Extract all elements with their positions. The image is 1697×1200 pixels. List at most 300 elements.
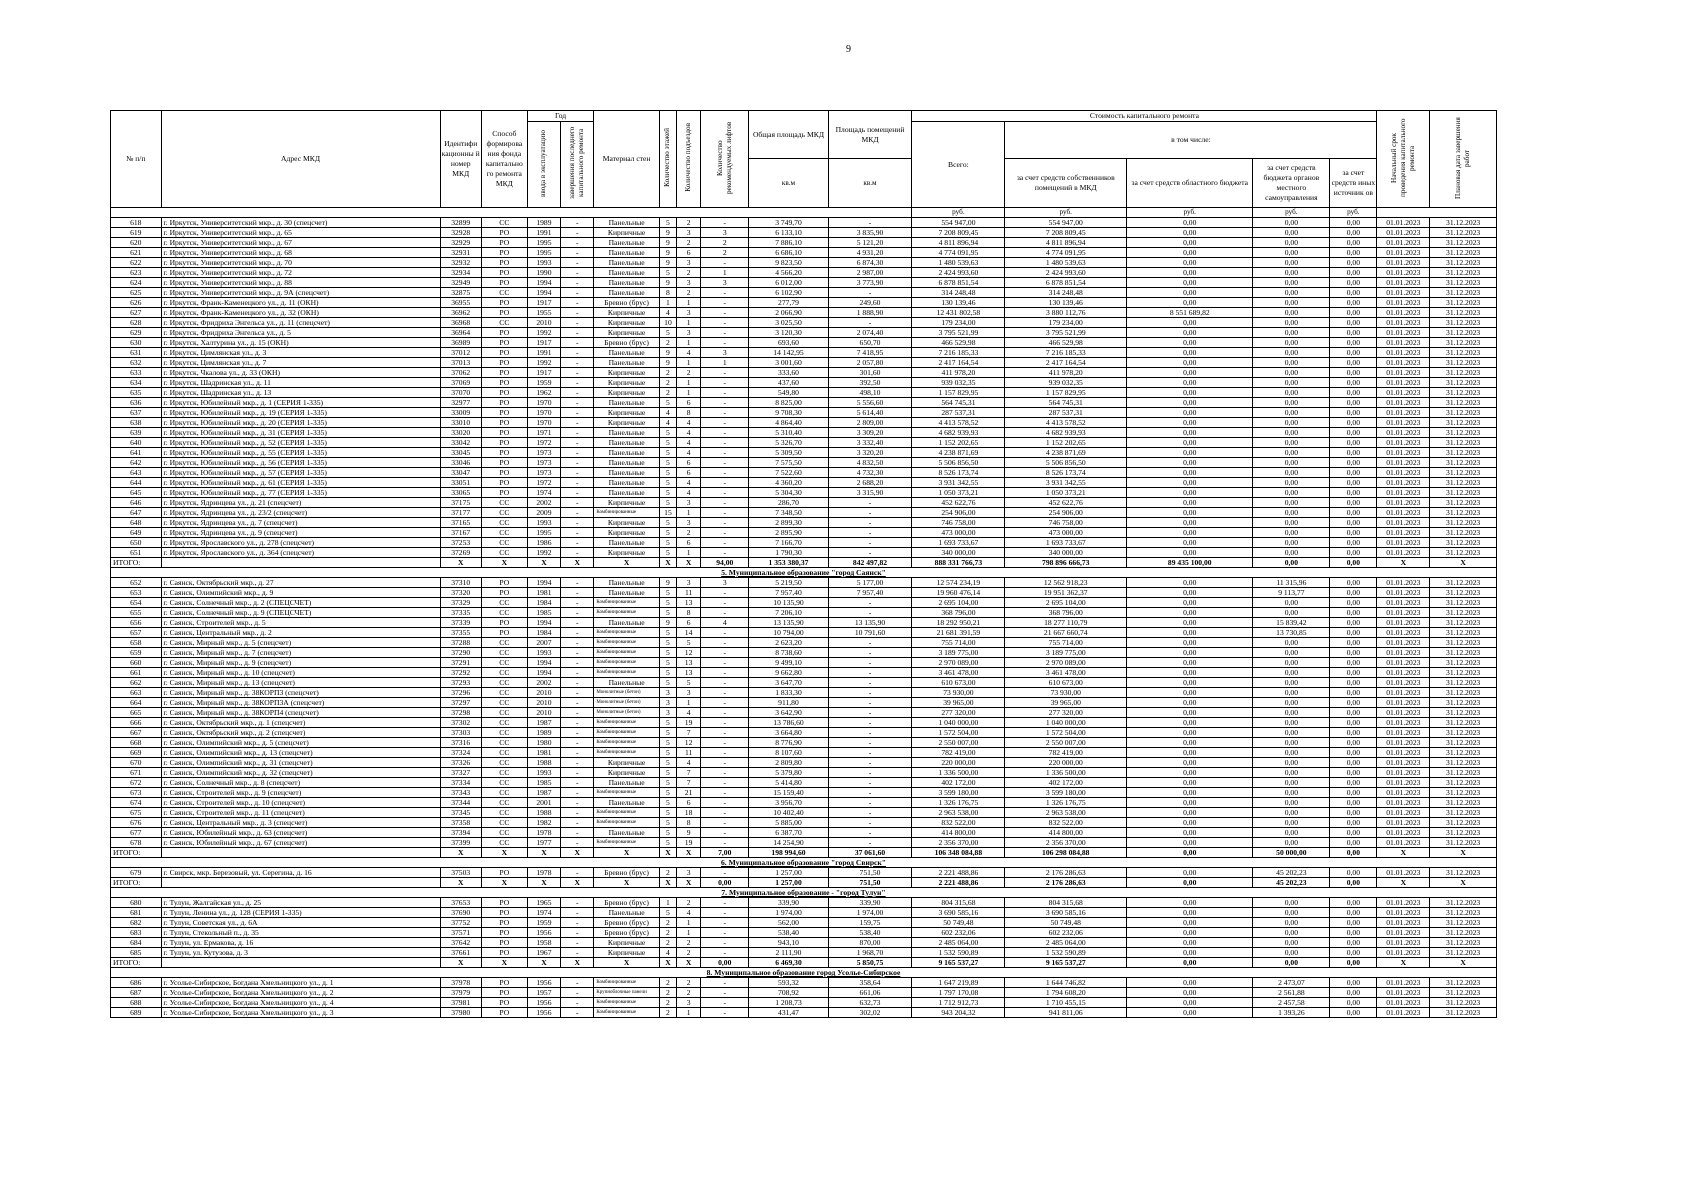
- table-cell: 1 480 539,63: [1005, 258, 1127, 268]
- table-cell: -: [701, 938, 749, 948]
- table-cell: -: [828, 748, 912, 758]
- table-cell: 5 309,50: [749, 448, 828, 458]
- table-cell: РО: [481, 978, 527, 988]
- table-cell: 37653: [440, 898, 481, 908]
- table-cell: 593,32: [749, 978, 828, 988]
- table-cell: 31.12.2023: [1430, 838, 1497, 848]
- table-cell: 0,00: [1330, 308, 1377, 318]
- table-cell: 01.01.2023: [1377, 538, 1430, 548]
- table-cell: 0,00: [1127, 948, 1253, 958]
- table-cell: 01.01.2023: [1377, 288, 1430, 298]
- table-cell: -: [561, 778, 594, 788]
- table-cell: -: [561, 398, 594, 408]
- table-cell: 4: [677, 448, 701, 458]
- table-cell: 2 176 286,63: [1005, 868, 1127, 878]
- table-cell: 50 749,48: [912, 918, 1005, 928]
- table-cell: 6 102,90: [749, 288, 828, 298]
- table-cell: 0,00: [1127, 1008, 1253, 1018]
- table-cell: 0,00: [1127, 618, 1253, 628]
- table-cell: 632,73: [828, 998, 912, 1008]
- table-cell: 1991: [527, 228, 560, 238]
- table-cell: X: [440, 878, 481, 888]
- table-cell: 1 393,26: [1253, 1008, 1330, 1018]
- table-cell: 683: [111, 928, 162, 938]
- table-cell: 37269: [440, 548, 481, 558]
- table-cell: 32977: [440, 398, 481, 408]
- table-cell: 31.12.2023: [1430, 448, 1497, 458]
- table-cell: 0,00: [1330, 608, 1377, 618]
- table-cell: -: [701, 598, 749, 608]
- table-cell: 1972: [527, 478, 560, 488]
- table-cell: г. Тулун, ул. Ермакова, д. 16: [161, 938, 440, 948]
- table-cell: 2 356 370,00: [1005, 838, 1127, 848]
- table-cell: г. Усолье-Сибирское, Богдана Хмельницкого ул., д. 4: [161, 998, 440, 1008]
- table-cell: 2: [659, 868, 676, 878]
- table-cell: 286,70: [749, 498, 828, 508]
- table-cell: 0,00: [1330, 248, 1377, 258]
- table-cell: 0,00: [1253, 348, 1330, 358]
- table-row: [111, 728, 1497, 738]
- table-cell: 1991: [527, 348, 560, 358]
- table-cell: 3 189 775,00: [912, 648, 1005, 658]
- table-cell: 2: [659, 938, 676, 948]
- table-cell: 1 157 829,95: [1005, 388, 1127, 398]
- table-cell: РО: [481, 588, 527, 598]
- table-cell: РО: [481, 358, 527, 368]
- table-cell: 12 574 234,19: [912, 578, 1005, 588]
- table-cell: 632: [111, 358, 162, 368]
- table-cell: 676: [111, 818, 162, 828]
- table-cell: 0,00: [1253, 638, 1330, 648]
- table-cell: 0,00: [1330, 838, 1377, 848]
- table-cell: г. Иркутск, Халтурина ул., д. 15 (ОКН): [161, 338, 440, 348]
- table-cell: 0,00: [1127, 548, 1253, 558]
- table-cell: 0,00: [1253, 268, 1330, 278]
- table-cell: -: [701, 498, 749, 508]
- table-cell: X: [1377, 558, 1430, 568]
- table-cell: 31.12.2023: [1430, 708, 1497, 718]
- table-cell: 0,00: [1127, 768, 1253, 778]
- table-cell: -: [561, 348, 594, 358]
- table-cell: 31.12.2023: [1430, 298, 1497, 308]
- unit-cost-total: руб.: [912, 208, 1005, 218]
- table-cell: 5: [659, 468, 676, 478]
- table-cell: 1959: [527, 918, 560, 928]
- table-cell: 0,00: [1253, 778, 1330, 788]
- table-cell: 368 796,00: [1005, 608, 1127, 618]
- table-cell: 01.01.2023: [1377, 908, 1430, 918]
- table-cell: 7 522,60: [749, 468, 828, 478]
- table-cell: 3 189 775,00: [1005, 648, 1127, 658]
- table-row: [111, 698, 1497, 708]
- table-cell: 0,00: [1330, 478, 1377, 488]
- table-cell: 679: [111, 868, 162, 878]
- table-cell: 1 572 504,00: [912, 728, 1005, 738]
- table-cell: 1965: [527, 898, 560, 908]
- table-cell: 13 135,90: [749, 618, 828, 628]
- table-cell: 658: [111, 638, 162, 648]
- table-cell: 31.12.2023: [1430, 898, 1497, 908]
- table-cell: 0,00: [1127, 428, 1253, 438]
- table-cell: 2: [659, 988, 676, 998]
- table-cell: 655: [111, 608, 162, 618]
- table-cell: 2 987,00: [828, 268, 912, 278]
- table-cell: 625: [111, 288, 162, 298]
- table-cell: 620: [111, 238, 162, 248]
- table-cell: 3 880 112,76: [1005, 308, 1127, 318]
- table-cell: 3 315,90: [828, 488, 912, 498]
- table-cell: г. Саянск, Мирный мкр., д. 5 (спецсчет): [161, 638, 440, 648]
- table-cell: Кирпичные: [594, 758, 659, 768]
- table-cell: 1: [659, 898, 676, 908]
- table-cell: 5: [677, 638, 701, 648]
- table-cell: 5: [659, 398, 676, 408]
- table-cell: 0,00: [1253, 788, 1330, 798]
- table-cell: 31.12.2023: [1430, 768, 1497, 778]
- table-cell: 3: [677, 498, 701, 508]
- table-cell: -: [701, 468, 749, 478]
- table-cell: г. Саянск, Мирный мкр., д. 9 (спецсчет): [161, 658, 440, 668]
- table-cell: -: [561, 818, 594, 828]
- table-cell: 0,00: [1127, 828, 1253, 838]
- table-cell: 0,00: [1330, 958, 1377, 968]
- table-cell: 01.01.2023: [1377, 948, 1430, 958]
- table-cell: 2: [659, 388, 676, 398]
- table-cell: СС: [481, 548, 527, 558]
- table-cell: г. Усолье-Сибирское, Богдана Хмельницкого ул., д. 2: [161, 988, 440, 998]
- table-cell: 3: [677, 578, 701, 588]
- table-cell: 6: [677, 458, 701, 468]
- table-row: [111, 488, 1497, 498]
- table-cell: 220 000,00: [1005, 758, 1127, 768]
- table-cell: -: [828, 718, 912, 728]
- table-cell: 1994: [527, 668, 560, 678]
- table-cell: 0,00: [1127, 638, 1253, 648]
- table-cell: 358,64: [828, 978, 912, 988]
- table-cell: СС: [481, 778, 527, 788]
- table-cell: 0,00: [1330, 658, 1377, 668]
- table-row: [111, 398, 1497, 408]
- table-cell: 437,60: [749, 378, 828, 388]
- table-cell: 10 791,60: [828, 628, 912, 638]
- table-cell: Панельные: [594, 478, 659, 488]
- table-cell: г. Саянск, Олимпийский мкр., д. 5 (спецсчет): [161, 738, 440, 748]
- table-cell: -: [561, 918, 594, 928]
- table-cell: -: [561, 548, 594, 558]
- table-cell: 2: [701, 238, 749, 248]
- table-cell: -: [701, 288, 749, 298]
- table-cell: 37303: [440, 728, 481, 738]
- table-cell: -: [561, 838, 594, 848]
- table-cell: 302,02: [828, 1008, 912, 1018]
- table-cell: 9: [659, 228, 676, 238]
- table-cell: -: [701, 808, 749, 818]
- table-row: [111, 448, 1497, 458]
- table-cell: -: [561, 758, 594, 768]
- table-cell: 0,00: [1330, 618, 1377, 628]
- table-cell: 602 232,06: [1005, 928, 1127, 938]
- table-cell: 2 623,20: [749, 638, 828, 648]
- table-cell: 32931: [440, 248, 481, 258]
- table-cell: Комбинированные: [594, 818, 659, 828]
- table-cell: г. Тулун, Жалгайская ул., д. 25: [161, 898, 440, 908]
- table-cell: г. Иркутск, Ярославского ул., д. 364 (спецсчет): [161, 548, 440, 558]
- table-cell: 21 667 660,74: [1005, 628, 1127, 638]
- table-cell: 0,00: [1253, 818, 1330, 828]
- table-cell: 31.12.2023: [1430, 228, 1497, 238]
- table-cell: Панельные: [594, 268, 659, 278]
- table-cell: г. Саянск, Солнечный мкр., д. 2 (СПЕЦСЧЕТ): [161, 598, 440, 608]
- table-cell: СС: [481, 668, 527, 678]
- table-cell: 01.01.2023: [1377, 868, 1430, 878]
- table-cell: 37165: [440, 518, 481, 528]
- table-cell: г. Саянск, Солнечный мкр., д. 9 (СПЕЦСЧЕТ): [161, 608, 440, 618]
- cost-group-header: Стоимость капитального ремонта: [912, 111, 1377, 122]
- table-cell: 2 695 104,00: [912, 598, 1005, 608]
- unit-regional: руб.: [1127, 208, 1253, 218]
- table-row: [111, 928, 1497, 938]
- table-row: [111, 278, 1497, 288]
- section-header-row: [111, 968, 1497, 978]
- table-cell: 31.12.2023: [1430, 538, 1497, 548]
- col-address-header: Адрес МКД: [161, 111, 440, 208]
- table-cell: СС: [481, 318, 527, 328]
- table-cell: 650: [111, 538, 162, 548]
- table-cell: 31.12.2023: [1430, 318, 1497, 328]
- table-cell: Панельные: [594, 488, 659, 498]
- table-cell: 5: [659, 668, 676, 678]
- table-cell: 5: [659, 548, 676, 558]
- table-cell: X: [561, 958, 594, 968]
- table-cell: 4 682 939,93: [912, 428, 1005, 438]
- table-cell: г. Саянск, Мирный мкр., д. 7 (спецсчет): [161, 648, 440, 658]
- table-cell: 01.01.2023: [1377, 998, 1430, 1008]
- table-cell: 751,50: [828, 868, 912, 878]
- table-cell: 7 348,50: [749, 508, 828, 518]
- table-cell: 0,00: [1330, 468, 1377, 478]
- table-cell: 7 216 185,33: [1005, 348, 1127, 358]
- table-cell: X: [561, 878, 594, 888]
- table-cell: 452 622,76: [1005, 498, 1127, 508]
- table-cell: 1994: [527, 578, 560, 588]
- table-cell: 0,00: [1127, 718, 1253, 728]
- table-cell: 669: [111, 748, 162, 758]
- table-cell: Кирпичные: [594, 518, 659, 528]
- table-cell: X: [1430, 848, 1497, 858]
- table-cell: X: [594, 878, 659, 888]
- table-cell: 9 113,77: [1253, 588, 1330, 598]
- table-cell: 0,00: [1127, 698, 1253, 708]
- table-cell: 89 435 100,00: [1127, 558, 1253, 568]
- table-cell: 01.01.2023: [1377, 688, 1430, 698]
- table-cell: -: [828, 678, 912, 688]
- table-cell: 2002: [527, 678, 560, 688]
- table-cell: 01.01.2023: [1377, 338, 1430, 348]
- table-cell: 2 057,80: [828, 358, 912, 368]
- table-cell: 2 895,90: [749, 528, 828, 538]
- table-cell: 3: [659, 688, 676, 698]
- table-cell: 0,00: [1330, 588, 1377, 598]
- table-cell: 1984: [527, 628, 560, 638]
- table-cell: Панельные: [594, 828, 659, 838]
- table-cell: г. Саянск, Строителей мкр., д. 9 (спецсчет): [161, 788, 440, 798]
- table-cell: 01.01.2023: [1377, 318, 1430, 328]
- table-cell: -: [561, 948, 594, 958]
- table-cell: 368 796,00: [912, 608, 1005, 618]
- table-cell: 2: [677, 898, 701, 908]
- table-cell: 01.01.2023: [1377, 468, 1430, 478]
- table-cell: 1 050 373,21: [1005, 488, 1127, 498]
- table-cell: 37345: [440, 808, 481, 818]
- table-cell: -: [561, 628, 594, 638]
- table-cell: 678: [111, 838, 162, 848]
- table-cell: 3 642,90: [749, 708, 828, 718]
- table-cell: 37069: [440, 378, 481, 388]
- table-cell: 2: [701, 248, 749, 258]
- table-cell: СС: [481, 658, 527, 668]
- table-cell: 5: [659, 628, 676, 638]
- table-cell: Панельные: [594, 458, 659, 468]
- table-cell: 0,00: [1330, 998, 1377, 1008]
- table-cell: 1 326 176,75: [1005, 798, 1127, 808]
- table-cell: 5: [659, 458, 676, 468]
- table-cell: 13 786,60: [749, 718, 828, 728]
- table-cell: СС: [481, 508, 527, 518]
- table-cell: 630: [111, 338, 162, 348]
- table-cell: 36989: [440, 338, 481, 348]
- table-cell: г. Иркутск, Ярославского ул., д. 278 (спецсчет): [161, 538, 440, 548]
- table-cell: 1993: [527, 768, 560, 778]
- table-cell: 673: [111, 788, 162, 798]
- table-cell: 6 686,10: [749, 248, 828, 258]
- table-cell: -: [701, 218, 749, 228]
- table-cell: 14 142,95: [749, 348, 828, 358]
- table-cell: Комбинированные: [594, 978, 659, 988]
- table-cell: 8: [677, 408, 701, 418]
- table-cell: 1993: [527, 518, 560, 528]
- table-cell: 32929: [440, 238, 481, 248]
- table-cell: 644: [111, 478, 162, 488]
- table-cell: -: [561, 928, 594, 938]
- table-cell: 5: [659, 218, 676, 228]
- table-cell: РО: [481, 408, 527, 418]
- table-row: [111, 238, 1497, 248]
- table-cell: 14: [677, 628, 701, 638]
- table-row: [111, 828, 1497, 838]
- table-cell: 0,00: [1330, 358, 1377, 368]
- table-cell: -: [561, 588, 594, 598]
- table-cell: 0,00: [1330, 538, 1377, 548]
- section-header-row: [111, 568, 1497, 578]
- table-cell: СС: [481, 728, 527, 738]
- table-cell: 9: [659, 248, 676, 258]
- table-cell: -: [701, 518, 749, 528]
- table-cell: Панельные: [594, 908, 659, 918]
- table-row: [111, 768, 1497, 778]
- table-cell: Панельные: [594, 218, 659, 228]
- table-cell: 0,00: [1253, 538, 1330, 548]
- table-cell: 0,00: [1330, 738, 1377, 748]
- table-cell: 411 978,20: [1005, 368, 1127, 378]
- table-cell: г. Иркутск, Ядринцева ул., д. 7 (спецсчет): [161, 518, 440, 528]
- table-cell: 01.01.2023: [1377, 708, 1430, 718]
- table-cell: 2007: [527, 638, 560, 648]
- section-title: 7. Муниципальное образование - "город Тулун": [111, 888, 1497, 898]
- table-cell: 1993: [527, 648, 560, 658]
- table-cell: 5 850,75: [828, 958, 912, 968]
- table-cell: ИТОГО:: [111, 958, 162, 968]
- table-cell: 0,00: [1330, 488, 1377, 498]
- table-cell: г. Иркутск, Университетский мкр., д. 9А (спецсчет): [161, 288, 440, 298]
- table-cell: 01.01.2023: [1377, 1008, 1430, 1018]
- table-cell: 549,80: [749, 388, 828, 398]
- table-cell: 0,00: [1330, 698, 1377, 708]
- table-cell: 1994: [527, 618, 560, 628]
- table-cell: Комбинированные: [594, 668, 659, 678]
- table-cell: X: [659, 558, 676, 568]
- table-row: [111, 328, 1497, 338]
- table-cell: 0,00: [1330, 728, 1377, 738]
- table-cell: 0,00: [1127, 988, 1253, 998]
- unit-local: руб.: [1253, 208, 1330, 218]
- table-cell: 8 776,90: [749, 738, 828, 748]
- table-cell: X: [561, 558, 594, 568]
- table-cell: 664: [111, 698, 162, 708]
- table-cell: 751,50: [828, 878, 912, 888]
- table-cell: Комбинированные: [594, 718, 659, 728]
- table-cell: 37661: [440, 948, 481, 958]
- table-cell: 12 431 802,58: [912, 308, 1005, 318]
- table-cell: 7 216 185,33: [912, 348, 1005, 358]
- table-cell: 641: [111, 448, 162, 458]
- table-cell: Панельные: [594, 678, 659, 688]
- table-cell: -: [701, 608, 749, 618]
- table-cell: -: [561, 788, 594, 798]
- table-cell: 4 864,40: [749, 418, 828, 428]
- table-cell: 33046: [440, 458, 481, 468]
- table-cell: 0,00: [1253, 358, 1330, 368]
- table-cell: 31.12.2023: [1430, 808, 1497, 818]
- table-cell: СС: [481, 688, 527, 698]
- table-cell: 804 315,68: [1005, 898, 1127, 908]
- table-cell: 5: [659, 908, 676, 918]
- table-cell: 0,00: [1253, 548, 1330, 558]
- table-cell: 01.01.2023: [1377, 638, 1430, 648]
- table-cell: 4: [677, 438, 701, 448]
- table-cell: 45 202,23: [1253, 878, 1330, 888]
- table-row: [111, 618, 1497, 628]
- table-cell: -: [701, 668, 749, 678]
- table-row: [111, 748, 1497, 758]
- table-cell: 37175: [440, 498, 481, 508]
- table-cell: 2: [659, 978, 676, 988]
- table-cell: -: [828, 728, 912, 738]
- table-cell: 01.01.2023: [1377, 738, 1430, 748]
- table-cell: г. Саянск, Строителей мкр., д. 10 (спецсчет): [161, 798, 440, 808]
- table-cell: 0,00: [1253, 398, 1330, 408]
- table-cell: -: [828, 508, 912, 518]
- table-cell: 31.12.2023: [1430, 268, 1497, 278]
- col-premises-area-header: Площадь помещений МКД: [828, 111, 912, 159]
- table-cell: Кирпичные: [594, 948, 659, 958]
- table-cell: 402 172,00: [912, 778, 1005, 788]
- table-cell: 562,00: [749, 918, 828, 928]
- table-cell: 0,00: [1127, 598, 1253, 608]
- table-cell: 01.01.2023: [1377, 928, 1430, 938]
- table-cell: РО: [481, 998, 527, 1008]
- table-cell: ИТОГО:: [111, 558, 162, 568]
- table-cell: 13: [677, 598, 701, 608]
